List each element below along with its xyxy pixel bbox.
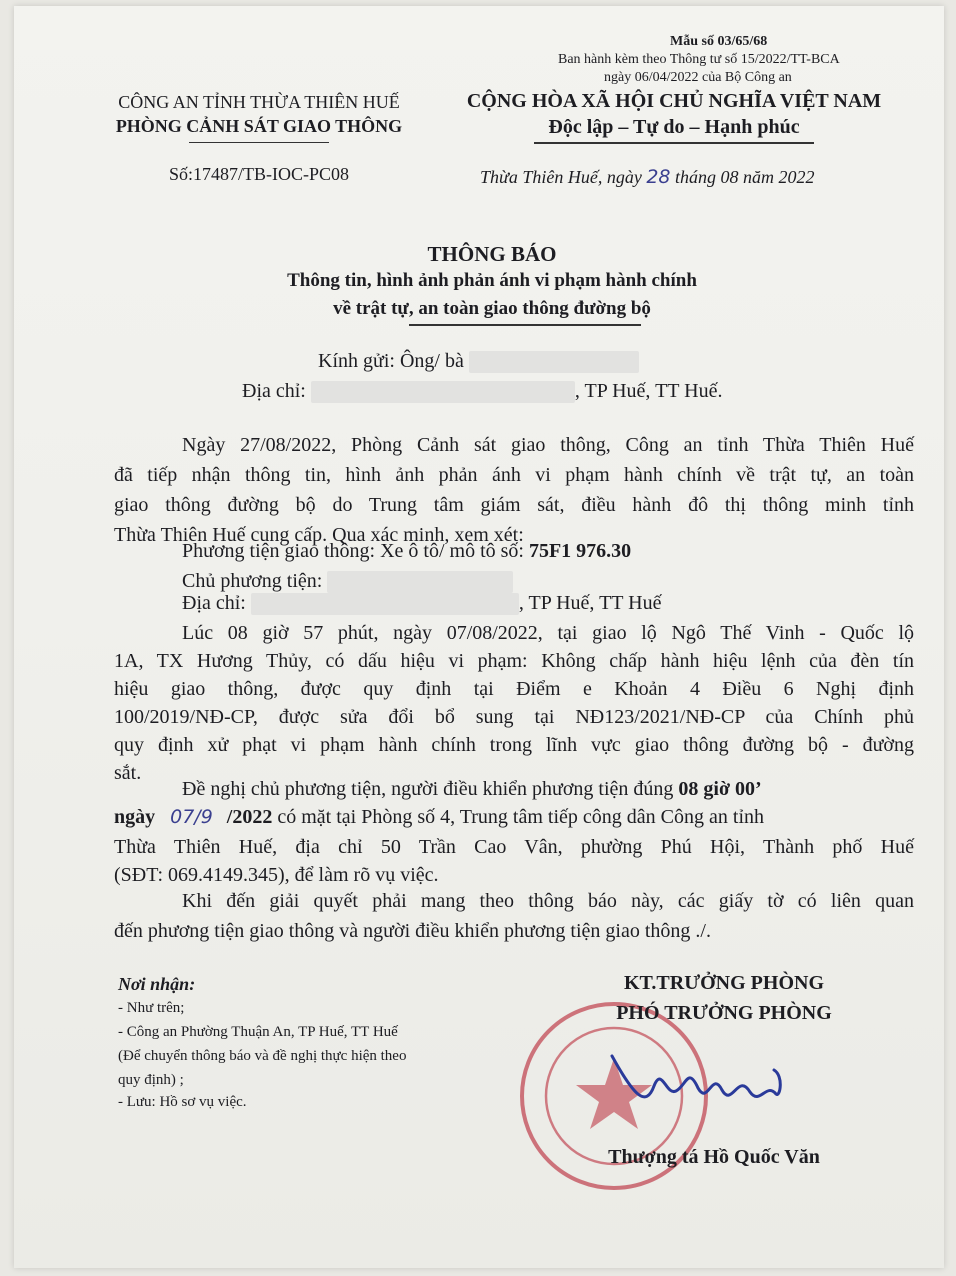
request-line1 xyxy=(182,774,762,804)
place-date-suffix: tháng 08 năm 2022 xyxy=(675,167,815,187)
address-label: Địa chỉ: xyxy=(242,380,306,402)
request-time: 08 giờ 00’ xyxy=(678,778,762,800)
redacted-name xyxy=(469,351,639,373)
notice-subtitle-2: về trật tự, an toàn giao thông đường bộ xyxy=(333,298,651,319)
recipient-item-2: - Công an Phường Thuận An, TP Huế, TT Huế xyxy=(118,1024,398,1040)
recipient-greeting xyxy=(318,346,639,376)
vehicle-label: Phương tiện giao thông: Xe ô tô/ mô tô số: xyxy=(182,540,524,562)
owner-address-suffix: , TP Huế, TT Huế xyxy=(518,592,662,614)
owner-address-label: Địa chỉ: xyxy=(182,592,246,614)
request-line2 xyxy=(114,802,914,832)
document-number: Số:17487/TB-IOC-PC08 xyxy=(168,164,350,184)
notice-title: THÔNG BÁO xyxy=(427,242,557,266)
request-year: /2022 xyxy=(226,806,273,828)
motto-underline xyxy=(534,142,814,144)
body-para1-line4: Thừa Thiên Huế cung cấp. Qua xác minh, xem xét: xyxy=(114,524,524,546)
body-para1-line2: đã tiếp nhận thông tin, hình ảnh phản ánh vi phạm hành chính về trật tự, an toàn xyxy=(114,464,914,486)
vehicle-plate: 75F1 976.30 xyxy=(528,540,632,562)
request-line4: (SĐT: 069.4149.345), để làm rõ vụ việc. xyxy=(114,864,439,886)
address-suffix: , TP Huế, TT Huế. xyxy=(574,380,723,402)
request-line3: Thừa Thiên Huế, địa chỉ 50 Trần Cao Vân, phường Phú Hội, Thành phố Huế xyxy=(114,836,914,858)
owner-address-line xyxy=(182,588,661,618)
para1-date: 27/08/2022 xyxy=(240,434,332,456)
redacted-address xyxy=(311,381,575,403)
para1-line1-rest: , Phòng Cảnh sát giao thông, Công an tỉnh Thừa Thiên Huế xyxy=(331,434,915,456)
recipients-title: Nơi nhận: xyxy=(118,974,196,994)
violation-line4: 100/2019/NĐ-CP, được sửa đổi bổ sung tại NĐ123/2021/NĐ-CP của Chính phủ xyxy=(114,706,914,728)
vehicle-line xyxy=(182,536,631,566)
recipient-item-5: - Lưu: Hồ sơ vụ việc. xyxy=(118,1094,247,1110)
agency-parent: CÔNG AN TỈNH THỪA THIÊN HUẾ xyxy=(118,92,400,112)
owner-label: Chủ phương tiện: xyxy=(182,570,323,592)
para1-prefix: Ngày xyxy=(182,434,226,456)
place-date xyxy=(480,166,815,188)
agency-underline xyxy=(189,142,329,143)
request-line2-rest: có mặt tại Phòng số 4, Trung tâm tiếp công dân Công an tỉnh xyxy=(277,806,764,828)
body-para1-line1 xyxy=(114,430,914,460)
recipient-item-1: - Như trên; xyxy=(118,1000,185,1016)
violation-line3: hiệu giao thông, được quy định tại Điểm e Khoản 4 Điều 6 Nghị định xyxy=(114,678,914,700)
nation-name: CỘNG HÒA XÃ HỘI CHỦ NGHĨA VIỆT NAM xyxy=(466,90,882,112)
body-para1-line3: giao thông đường bộ do Trung tâm giám sát, điều hành đô thị thông minh tỉnh xyxy=(114,494,914,516)
handwritten-day: 28 xyxy=(646,166,671,188)
request-day-label: ngày xyxy=(114,806,156,828)
form-code: Mẫu số 03/65/68 xyxy=(670,34,768,49)
signature-scribble xyxy=(604,1036,794,1126)
place-date-prefix: Thừa Thiên Huế, ngày xyxy=(480,167,642,187)
closing-line1: Khi đến giải quyết phải mang theo thông báo này, các giấy tờ có liên quan xyxy=(182,890,914,912)
form-issued-date: ngày 06/04/2022 của Bộ Công an xyxy=(604,70,792,85)
request-text: Đề nghị chủ phương tiện, người điều khiển phương tiện đúng xyxy=(182,778,674,800)
recipient-address xyxy=(242,376,722,406)
redacted-owner-address xyxy=(251,593,519,615)
signature-title-2: PHÓ TRƯỞNG PHÒNG xyxy=(616,1002,832,1024)
signature-stroke xyxy=(612,1056,780,1097)
recipient-item-3: (Để chuyển thông báo và đề nghị thực hiện theo xyxy=(118,1048,407,1064)
nation-motto: Độc lập – Tự do – Hạnh phúc xyxy=(548,116,800,138)
recipient-item-4: quy định) ; xyxy=(118,1072,184,1088)
signature-title-1: KT.TRƯỞNG PHÒNG xyxy=(624,972,824,994)
request-handwritten-day: 07/9 xyxy=(170,806,213,828)
subtitle-underline xyxy=(409,324,641,326)
form-issued-with: Ban hành kèm theo Thông tư số 15/2022/TT-BCA xyxy=(558,52,840,67)
notice-subtitle-1: Thông tin, hình ảnh phản ánh vi phạm hành chính xyxy=(287,270,697,291)
violation-line2: 1A, TX Hương Thủy, có dấu hiệu vi phạm: Không chấp hành hiệu lệnh của đèn tín xyxy=(114,650,914,672)
closing-line2: đến phương tiện giao thông và người điều khiển phương tiện giao thông ./. xyxy=(114,920,711,942)
signer-name: Thượng tá Hồ Quốc Văn xyxy=(608,1146,820,1168)
violation-line6: sắt. xyxy=(114,762,142,784)
greeting-label: Kính gửi: Ông/ bà xyxy=(318,350,464,372)
violation-line5: quy định xử phạt vi phạm hành chính trong lĩnh vực giao thông đường bộ - đường xyxy=(114,734,914,756)
agency-name: PHÒNG CẢNH SÁT GIAO THÔNG xyxy=(115,116,403,136)
document-page xyxy=(14,6,944,1268)
violation-line1: Lúc 08 giờ 57 phút, ngày 07/08/2022, tại giao lộ Ngô Thế Vinh - Quốc lộ xyxy=(182,622,914,644)
